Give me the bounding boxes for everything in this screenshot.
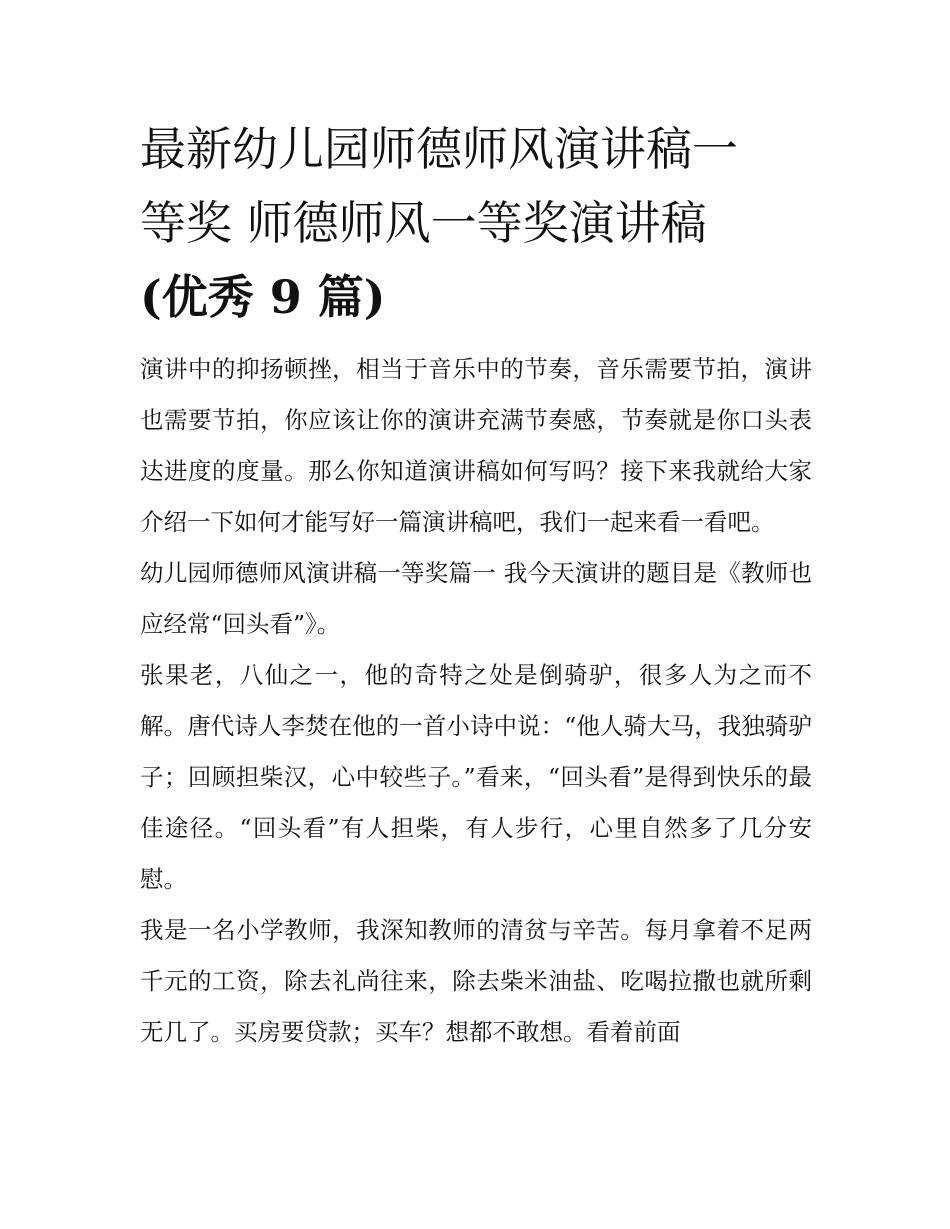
document-content [140,112,812,1058]
paragraph-zhang-guolao: 张果老，八仙之一，他的奇特之处是倒骑驴，很多人为之而不解。唐代诗人李焚在他的一首小诗中说：“他人骑大马，我独骑驴子；回顾担柴汉，心中较些子。”看来，“回头看”是得到快乐的最佳途径。“回头看”有人担柴，有人步行，心里自然多了几分安慰。 [140,661,812,893]
paragraph-intro: 演讲中的抑扬顿挫，相当于音乐中的节奏，音乐需要节拍，演讲也需要节拍，你应该让你的演讲充满节奏感，节奏就是你口头表达进度的度量。那么你知道演讲稿如何写吗？接下来我就给大家介绍一下如何才能写好一篇演讲稿吧，我们一起来看一看吧。 [140,355,812,536]
title-line-1: 最新幼儿园师德师风演讲稿一 [140,122,738,176]
document-body [140,344,812,1058]
title-line-2: 等奖 师德师风一等奖演讲稿 [140,196,707,250]
document-title [140,112,812,334]
title-line-3: (优秀 9 篇) [140,270,386,324]
paragraph-speech-topic: 幼儿园师德师风演讲稿一等奖篇一 我今天演讲的题目是《教师也应经常“回头看”》。 [140,559,812,638]
paragraph-teacher-life: 我是一名小学教师，我深知教师的清贫与辛苦。每月拿着不足两千元的工资，除去礼尚往来，除去柴米油盐、吃喝拉撒也就所剩无几了。买房要贷款；买车？想都不敢想。看着前面 [140,916,812,1046]
